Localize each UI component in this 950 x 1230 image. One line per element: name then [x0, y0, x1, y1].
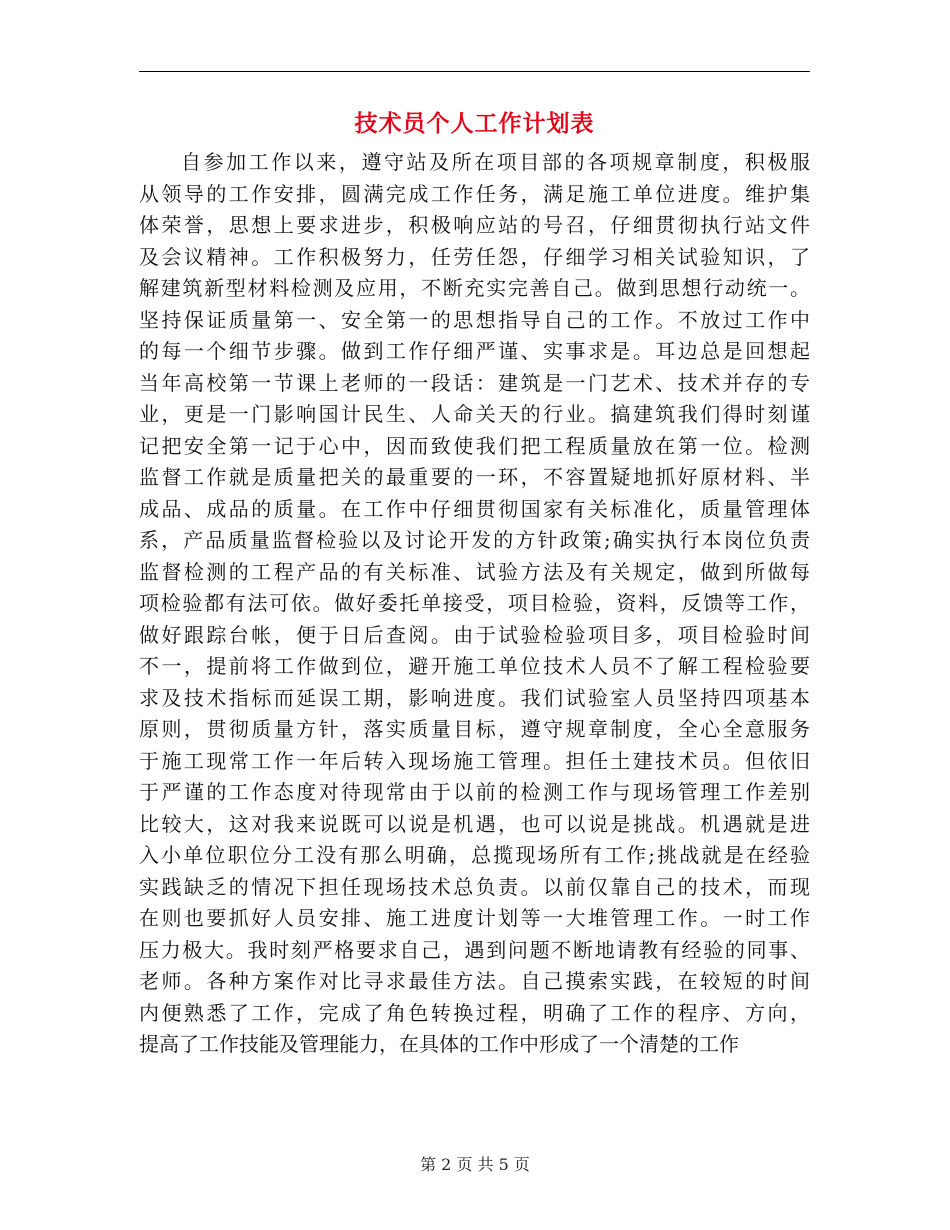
paragraph-line: 从领导的工作安排，圆满完成工作任务，满足施工单位进度。维护集 — [139, 181, 810, 206]
paragraph-line: 求及技术指标而延误工期，影响进度。我们试验室人员坚持四项基本 — [139, 685, 810, 710]
paragraph-line: 监督工作就是质量把关的最重要的一环，不容置疑地抓好原材料、半 — [139, 465, 810, 489]
paragraph-line: 实践缺乏的情况下担任现场技术总负责。以前仅靠自己的技术，而现 — [139, 874, 810, 899]
paragraph-line: 老师。各种方案作对比寻求最佳方法。自己摸索实践，在较短的时间 — [139, 969, 810, 993]
paragraph-line: 自参加工作以来，遵守站及所在项目部的各项规章制度，积极服 — [181, 150, 810, 174]
paragraph-line: 项检验都有法可依。做好委托单接受，项目检验，资料，反馈等工作， — [139, 591, 810, 615]
paragraph-line: 做好跟踪台帐，便于日后查阅。由于试验检验项目多，项目检验时间 — [139, 622, 810, 647]
paragraph-line: 入小单位职位分工没有那么明确，总揽现场所有工作;挑战就是在经验 — [139, 843, 810, 867]
page-number: 第 2 页 共 5 页 — [420, 1155, 530, 1174]
paragraph-line: 原则，贯彻质量方针，落实质量目标，遵守规章制度，全心全意服务 — [139, 717, 810, 741]
paragraph-line: 成品、成品的质量。在工作中仔细贯彻国家有关标准化，质量管理体 — [139, 496, 810, 521]
paragraph-line: 记把安全第一记于心中，因而致使我们把工程质量放在第一位。检测 — [139, 433, 810, 458]
paragraph-line: 于严谨的工作态度对待现常由于以前的检测工作与现场管理工作差别 — [139, 780, 810, 804]
paragraph-line: 压力极大。我时刻严格要求自己，遇到问题不断地请教有经验的同事、 — [139, 937, 810, 962]
paragraph-line: 业，更是一门影响国计民生、人命关天的行业。搞建筑我们得时刻谨 — [139, 402, 810, 426]
body-paragraph — [139, 147, 810, 1061]
paragraph-line: 当年高校第一节课上老师的一段话：建筑是一门艺术、技术并存的专 — [139, 370, 810, 395]
paragraph-line: 坚持保证质量第一、安全第一的思想指导自己的工作。不放过工作中 — [139, 307, 810, 332]
paragraph-line: 体荣誉，思想上要求进步，积极响应站的号召，仔细贯彻执行站文件 — [139, 213, 810, 237]
paragraph-line: 提高了工作技能及管理能力，在具体的工作中形成了一个清楚的工作 — [139, 1032, 739, 1056]
paragraph-line: 解建筑新型材料检测及应用，不断充实完善自己。做到思想行动统一。 — [139, 276, 810, 300]
paragraph-line: 内便熟悉了工作，完成了角色转换过程，明确了工作的程序、方向， — [139, 1000, 810, 1025]
paragraph-line: 不一，提前将工作做到位，避开施工单位技术人员不了解工程检验要 — [139, 654, 810, 678]
paragraph-line: 在则也要抓好人员安排、施工进度计划等一大堆管理工作。一时工作 — [139, 906, 810, 930]
paragraph-line: 系，产品质量监督检验以及讨论开发的方针政策;确实执行本岗位负责 — [139, 528, 810, 552]
document-title: 技术员个人工作计划表 — [354, 110, 595, 137]
paragraph-line: 监督检测的工程产品的有关标准、试验方法及有关规定，做到所做每 — [139, 559, 810, 584]
paragraph-line: 于施工现常工作一年后转入现场施工管理。担任土建技术员。但依旧 — [139, 748, 810, 773]
paragraph-line: 及会议精神。工作积极努力，任劳任怨，仔细学习相关试验知识，了 — [139, 244, 810, 269]
header-rule — [139, 71, 810, 72]
paragraph-line: 的每一个细节步骤。做到工作仔细严谨、实事求是。耳边总是回想起 — [139, 339, 810, 363]
paragraph-line: 比较大，这对我来说既可以说是机遇，也可以说是挑战。机遇就是进 — [139, 811, 810, 836]
